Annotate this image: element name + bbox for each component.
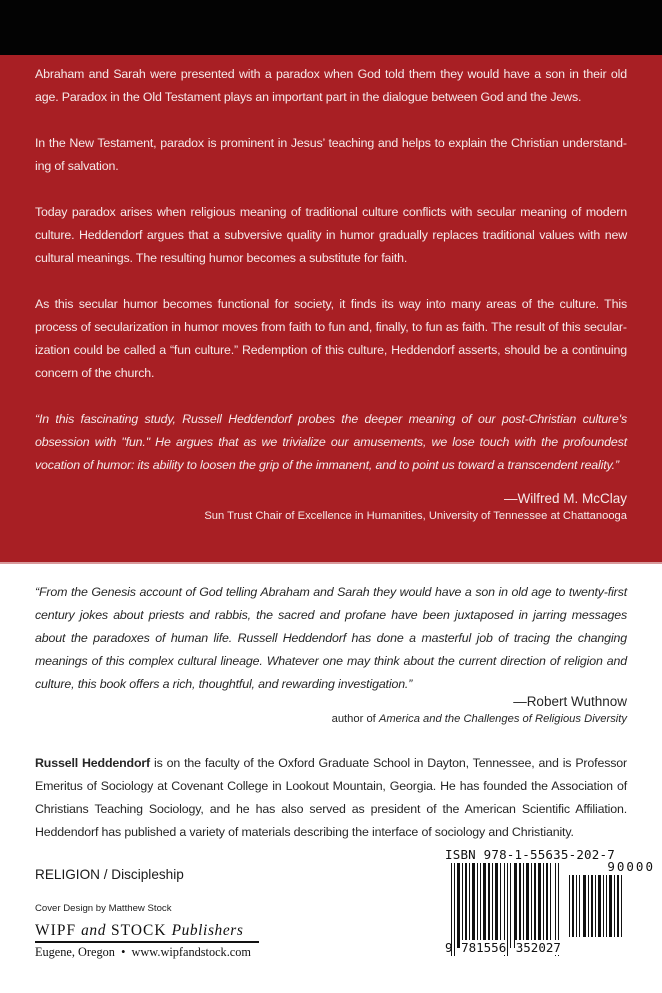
cover-design-credit: Cover Design by Matthew Stock bbox=[35, 903, 172, 914]
price-code: 90000 bbox=[607, 859, 655, 874]
barcode-addon-bars bbox=[569, 875, 624, 937]
bullet-separator: • bbox=[121, 945, 126, 959]
publisher-name-stock: STOCK bbox=[106, 922, 172, 939]
barcode-lead-digit: 9 bbox=[445, 940, 453, 955]
endorser-name-mcclay: —Wilfred M. McClay bbox=[503, 491, 627, 506]
publisher-name-publishers: Publishers bbox=[171, 922, 244, 939]
author-bio bbox=[35, 752, 627, 844]
synopsis-paragraph-3: Today paradox arises when religious meaning of traditional culture conflicts with secular meaning of modern culture. Heddendorf argues that a subversive quality in humor gradually replaces traditional values with new cultural meanings. The resulting humor becomes a substitute for faith. bbox=[35, 205, 627, 265]
isbn-label: ISBN 978-1-55635-202-7 bbox=[445, 847, 615, 862]
synopsis-paragraph-4: As this secular humor becomes functional for society, it finds its way into many areas of the culture. This process of secularization in humor moves from faith to fun and, finally, to fun as faith. The result of this secularization could be called a “fun culture.” Redemption of this culture, Heddendorf asserts, should be a continuing concern of the church. bbox=[35, 297, 627, 380]
author-bio-text: is on the faculty of the Oxford Graduate School in Dayton, Tennessee, and is Professor Emeritus of Sociology at Covenant College in Lookout Mountain, Georgia. He has founded the Association of Christians Teaching Sociology, and he has also served as president of the American Scientific Affiliation. Heddendorf has published a variety of materials describing the interface of sociology and Christianity. bbox=[35, 756, 627, 839]
author-name: Russell Heddendorf bbox=[35, 756, 151, 770]
publisher-name-and: and bbox=[81, 922, 107, 939]
endorsement-quote-mcclay: “In this fascinating study, Russell Heddendorf probes the deeper meaning of our post-Christian culture's obsession with "fun." He argues that as we trivialize our amusements, we lose touch with the profoundest vocation of humor: its ability to loosen the grip of the immanent, and to point us toward a transcendent reality.” bbox=[35, 412, 627, 472]
publisher-name-wipf: WIPF bbox=[35, 922, 82, 939]
barcode-digits bbox=[445, 940, 562, 955]
publisher-location-line bbox=[35, 944, 259, 960]
endorser-book-title: America and the Challenges of Religious Diversity bbox=[378, 713, 627, 725]
endorser-role-mcclay: Sun Trust Chair of Excellence in Humanities, University of Tennessee at Chattanooga bbox=[204, 510, 627, 522]
barcode-left-digits: 781556 bbox=[461, 940, 507, 955]
publisher-location: Eugene, Oregon bbox=[35, 945, 115, 959]
subject-category: RELIGION / Discipleship bbox=[35, 867, 184, 882]
synopsis-paragraph-1: Abraham and Sarah were presented with a paradox when God told them they would have a son in their old age. Paradox in the Old Testament plays an important part in the dialogue between God and the Jews. bbox=[35, 67, 627, 104]
top-black-band bbox=[0, 0, 662, 55]
endorser-role-wuthnow bbox=[332, 711, 627, 727]
publisher-name bbox=[35, 922, 259, 940]
endorser-name-wuthnow: —Robert Wuthnow bbox=[513, 694, 627, 709]
endorser-role-prefix: author of bbox=[331, 713, 379, 725]
panel-divider bbox=[0, 562, 662, 564]
endorsement-quote-wuthnow: “From the Genesis account of God telling Abraham and Sarah they would have a son in old age to twenty-first century jokes about priests and rabbis, the sacred and profane have been juxtaposed in jarring messages about the paradoxes of human life. Russell Heddendorf has done a masterful job of tracing the changing meanings of this complex cultural lineage. Whatever one may think about the current direction of religion and culture, this book offers a rich, thoughtful, and rewarding investigation.” bbox=[35, 585, 627, 691]
isbn-barcode bbox=[445, 847, 655, 957]
publisher-logo bbox=[35, 922, 259, 960]
publisher-website: www.wipfandstock.com bbox=[131, 945, 251, 959]
barcode-right-digits: 352027 bbox=[515, 940, 561, 955]
synopsis-panel bbox=[0, 55, 662, 562]
synopsis-paragraph-2: In the New Testament, paradox is prominent in Jesus’ teaching and helps to explain the Christian understanding of salvation. bbox=[35, 136, 627, 173]
barcode-main-bars bbox=[451, 863, 559, 948]
publisher-rule bbox=[35, 941, 259, 943]
